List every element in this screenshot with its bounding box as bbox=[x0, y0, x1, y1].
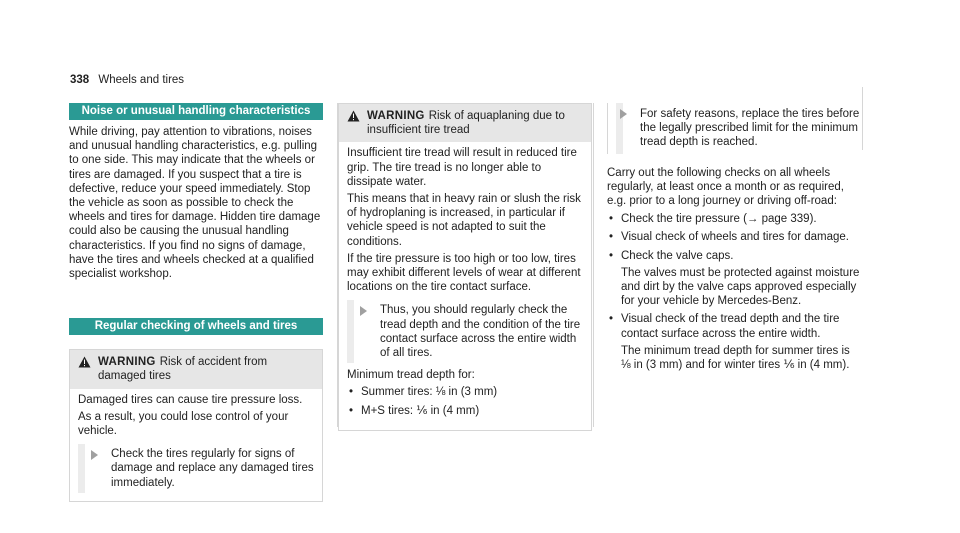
section-heading-noise: Noise or unusual handling characteristics bbox=[69, 103, 323, 120]
bullet-icon: • bbox=[609, 231, 614, 244]
list-item-text: M+S tires: ⅙ in (4 mm) bbox=[361, 404, 480, 417]
bullet-icon: • bbox=[609, 213, 614, 226]
warning-triangle-icon bbox=[78, 356, 91, 372]
warning-paragraph: If the tire pressure is too high or too low, tires may exhibit different levels of wear at different locations on the tire contact surface. bbox=[347, 252, 581, 294]
list-item bbox=[607, 249, 861, 309]
list-item bbox=[607, 312, 861, 372]
list-item bbox=[607, 230, 861, 244]
warning-box-aquaplaning bbox=[338, 103, 592, 431]
list-item-text: Summer tires: ⅛ in (3 mm) bbox=[361, 386, 498, 399]
list-item-detail: The valves must be protected against moisture and dirt by the valve caps approved especially for your vehicle by Mercedes-Benz. bbox=[621, 266, 860, 308]
arrow-right-icon bbox=[620, 109, 627, 119]
list-item-text: Visual check of wheels and tires for damage. bbox=[621, 231, 849, 244]
bullet-icon: • bbox=[609, 249, 614, 262]
list-item bbox=[347, 404, 583, 418]
warning-box-damaged-tires bbox=[69, 349, 323, 502]
list-item-detail: The minimum tread depth for summer tires is ⅛ in (3 mm) and for winter tires ⅙ in (4 mm). bbox=[621, 344, 850, 372]
warning-label: WARNING bbox=[98, 356, 156, 369]
note-text: Thus, you should regularly check the tread depth and the condition of the tire contact surface across the entire width of all tires. bbox=[380, 304, 581, 360]
note-block bbox=[607, 103, 861, 154]
warning-body bbox=[70, 389, 322, 501]
note-text: For safety reasons, replace the tires before the legally prescribed limit for the minimum tread depth is reached. bbox=[640, 108, 860, 149]
list-item bbox=[607, 212, 861, 226]
note-text: Check the tires regularly for signs of damage and replace any damaged tires immediately. bbox=[111, 448, 314, 489]
checks-list bbox=[607, 212, 861, 372]
page-header bbox=[70, 73, 184, 87]
arrow-right-icon bbox=[360, 306, 367, 316]
tread-depth-list bbox=[347, 385, 583, 417]
column-2 bbox=[338, 103, 592, 431]
column-1 bbox=[69, 103, 323, 502]
bullet-icon: • bbox=[349, 404, 354, 417]
note-border bbox=[862, 87, 863, 150]
warning-label: WARNING bbox=[367, 110, 425, 122]
warning-paragraph: This means that in heavy rain or slush the risk of hydroplaning is increased, in particular if vehicle speed is not adapted to suit the conditions. bbox=[347, 193, 581, 248]
list-item-text: Check the tire pressure (→ page 339). bbox=[621, 213, 817, 226]
checks-intro: Carry out the following checks on all wheels regularly, at least once a month or as required, e.g. prior to a long journey or driving off-road: bbox=[607, 166, 844, 208]
warning-triangle-icon bbox=[347, 110, 360, 126]
column-3 bbox=[607, 103, 861, 376]
warning-text: Risk of aquaplaning due to insufficient tire tread bbox=[367, 110, 565, 137]
list-item-text: Check the valve caps. bbox=[621, 249, 734, 262]
bullet-icon: • bbox=[609, 313, 614, 326]
warning-paragraph: Insufficient tire tread will result in reduced tire grip. The tire tread is no longer able to dissipate water. bbox=[347, 147, 577, 188]
list-item-text: Visual check of the tread depth and the tire contact surface across the entire width. bbox=[621, 313, 840, 340]
warning-header bbox=[339, 104, 591, 142]
min-tread-label: Minimum tread depth for: bbox=[347, 369, 475, 382]
note-block bbox=[347, 300, 583, 363]
arrow-right-icon bbox=[91, 450, 98, 460]
warning-text: Risk of accident from damaged tires bbox=[98, 356, 268, 383]
column-divider bbox=[337, 103, 338, 427]
page-section-title: Wheels and tires bbox=[98, 74, 185, 86]
page-number: 338 bbox=[70, 74, 90, 86]
warning-body bbox=[339, 142, 591, 429]
warning-paragraph: As a result, you could lose control of your vehicle. bbox=[78, 410, 289, 438]
noise-paragraph: While driving, pay attention to vibrations, noises and unusual handling characteristics, e.g. pulling to one side. This may indicate that the wheels or tires are damaged. If you suspect that a tire is defective, reduce your speed immediately. Stop the vehicle as soon as possible to check the wheels and tires for damage. Hidden tire damage could also be causing the unusual handling characteristics. If you find no signs of damage, have the tires and wheels checked at a qualified specialist workshop. bbox=[69, 126, 321, 281]
bullet-icon: • bbox=[349, 386, 354, 399]
note-block bbox=[78, 444, 314, 493]
section-heading-regular-checking: Regular checking of wheels and tires bbox=[69, 318, 323, 335]
warning-header bbox=[70, 350, 322, 388]
warning-paragraph: Damaged tires can cause tire pressure loss. bbox=[78, 393, 303, 406]
list-item bbox=[347, 385, 583, 399]
column-divider bbox=[593, 103, 594, 427]
